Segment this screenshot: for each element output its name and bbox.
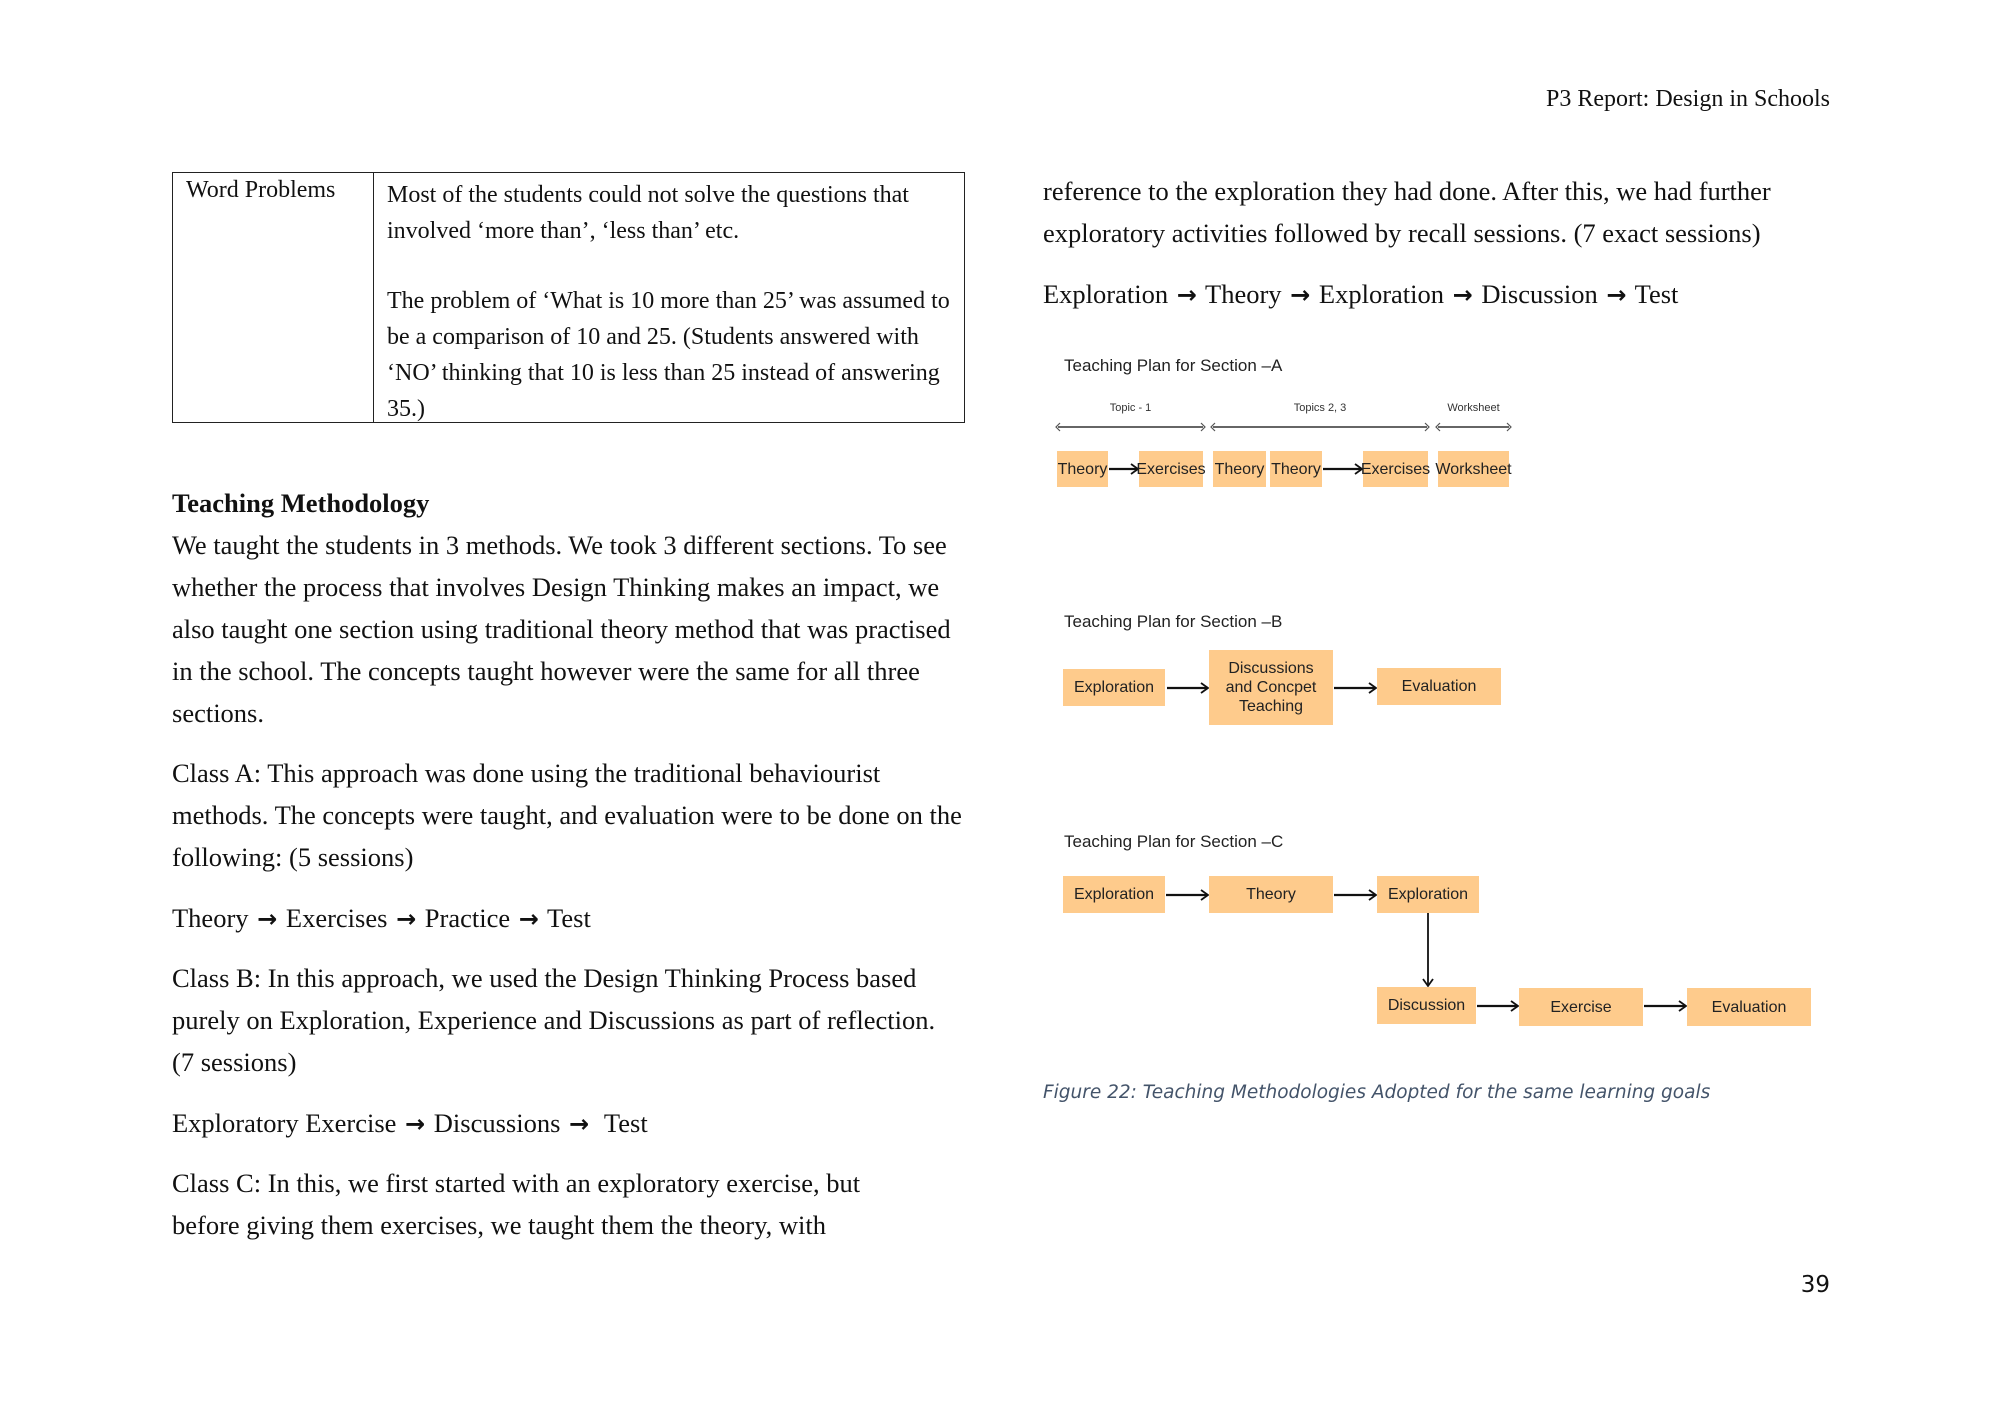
flow-class-a bbox=[172, 897, 972, 940]
plan-box: Discussion bbox=[1377, 987, 1476, 1024]
plan-c-title: Teaching Plan for Section –C bbox=[1064, 832, 1284, 851]
arrow-right-icon: → bbox=[1290, 281, 1311, 309]
flow-step: Theory bbox=[1205, 279, 1282, 309]
flow-class-b bbox=[172, 1102, 972, 1145]
topic-label: Worksheet bbox=[1447, 402, 1500, 414]
arrow-right-icon: → bbox=[518, 905, 539, 933]
plan-box: Exploration bbox=[1377, 876, 1479, 913]
flow-step: Discussions bbox=[433, 1108, 561, 1138]
plan-box: Theory bbox=[1270, 451, 1322, 487]
table-row-description-cell bbox=[387, 177, 957, 427]
class-a-paragraph bbox=[172, 752, 962, 878]
arrow-right-icon: → bbox=[396, 905, 417, 933]
findings-table bbox=[172, 172, 965, 423]
arrow-right-icon: → bbox=[1176, 281, 1197, 309]
topic-label: Topics 2, 3 bbox=[1293, 402, 1347, 414]
plan-box: Exploration bbox=[1063, 669, 1165, 706]
arrow-right-icon: → bbox=[569, 1110, 590, 1138]
flow-step: Discussion bbox=[1481, 279, 1598, 309]
class-b-paragraph bbox=[172, 957, 962, 1083]
flow-step: Theory bbox=[172, 903, 249, 933]
arrow-right-icon: → bbox=[405, 1110, 426, 1138]
description-paragraph: The problem of ‘What is 10 more than 25’ was assumed to be a comparison of 10 and 25. (Students answered with ‘NO’ thinking that 10 is less than 25 instead of answering 35.) bbox=[387, 288, 950, 422]
plan-box: Worksheet bbox=[1438, 451, 1509, 487]
class-c-continued-text: reference to the exploration they had done. After this, we had further exploratory activities followed by recall sessions. (7 exact sessions) bbox=[1043, 176, 1771, 248]
section-heading: Teaching Methodology bbox=[172, 488, 430, 518]
class-c-text: Class C: In this, we first started with an exploratory exercise, but before giving them exercises, we taught them the theory, with bbox=[172, 1168, 861, 1240]
flow-step: Exploration bbox=[1318, 279, 1445, 309]
table-row-label-cell bbox=[173, 173, 374, 422]
topic-label: Topic - 1 bbox=[1109, 402, 1152, 414]
arrow-right-icon: → bbox=[1452, 281, 1473, 309]
flow-step: Test bbox=[547, 903, 591, 933]
plan-box: Exercises bbox=[1139, 451, 1203, 487]
flow-step: Test bbox=[1634, 279, 1679, 309]
intro-paragraph bbox=[172, 524, 952, 734]
flow-class-c bbox=[1043, 273, 1843, 316]
plan-box: Exercise bbox=[1519, 988, 1643, 1026]
flow-step: Practice bbox=[424, 903, 511, 933]
flow-step: Exploratory Exercise bbox=[172, 1108, 397, 1138]
plan-box: Exploration bbox=[1063, 876, 1165, 913]
plan-box: Evaluation bbox=[1377, 668, 1501, 705]
plan-box: Theory bbox=[1209, 876, 1333, 913]
plan-box: Exercises bbox=[1363, 451, 1428, 487]
class-a-text: Class A: This approach was done using the traditional behaviourist methods. The concepts were taught, and evaluation were to be done on the following: (5 sessions) bbox=[172, 758, 962, 872]
arrow-right-icon: → bbox=[1606, 281, 1627, 309]
plan-b-title: Teaching Plan for Section –B bbox=[1064, 612, 1283, 631]
flow-step: Test bbox=[597, 1108, 648, 1138]
flow-step: Exploration bbox=[1043, 279, 1169, 309]
class-c-continued-paragraph bbox=[1043, 170, 1843, 254]
plan-a-title: Teaching Plan for Section –A bbox=[1064, 356, 1283, 375]
plan-box: Theory bbox=[1213, 451, 1266, 487]
description-paragraph: Most of the students could not solve the questions that involved ‘more than’, ‘less than’ etc. bbox=[387, 182, 909, 244]
plan-box: Evaluation bbox=[1687, 988, 1811, 1026]
intro-text: We taught the students in 3 methods. We took 3 different sections. To see whether the process that involves Design Thinking makes an impact, we also taught one section using traditional theory method that was practised in the school. The concepts taught however were the same for all three sections. bbox=[172, 530, 951, 728]
plan-box: Discussions and Concpet Teaching bbox=[1209, 650, 1333, 725]
page-number: 39 bbox=[1800, 1272, 1830, 1298]
flow-step: Exercises bbox=[285, 903, 388, 933]
class-b-text: Class B: In this approach, we used the Design Thinking Process based purely on Exploration, Experience and Discussions as part of reflection. (7 sessions) bbox=[172, 963, 936, 1077]
class-c-paragraph bbox=[172, 1162, 932, 1246]
figure-caption: Figure 22: Teaching Methodologies Adopted for the same learning goals bbox=[1043, 1082, 1711, 1103]
plan-box: Theory bbox=[1057, 451, 1108, 487]
row-label: Word Problems bbox=[186, 177, 336, 203]
arrow-right-icon: → bbox=[257, 905, 278, 933]
running-header: P3 Report: Design in Schools bbox=[1545, 86, 1830, 112]
